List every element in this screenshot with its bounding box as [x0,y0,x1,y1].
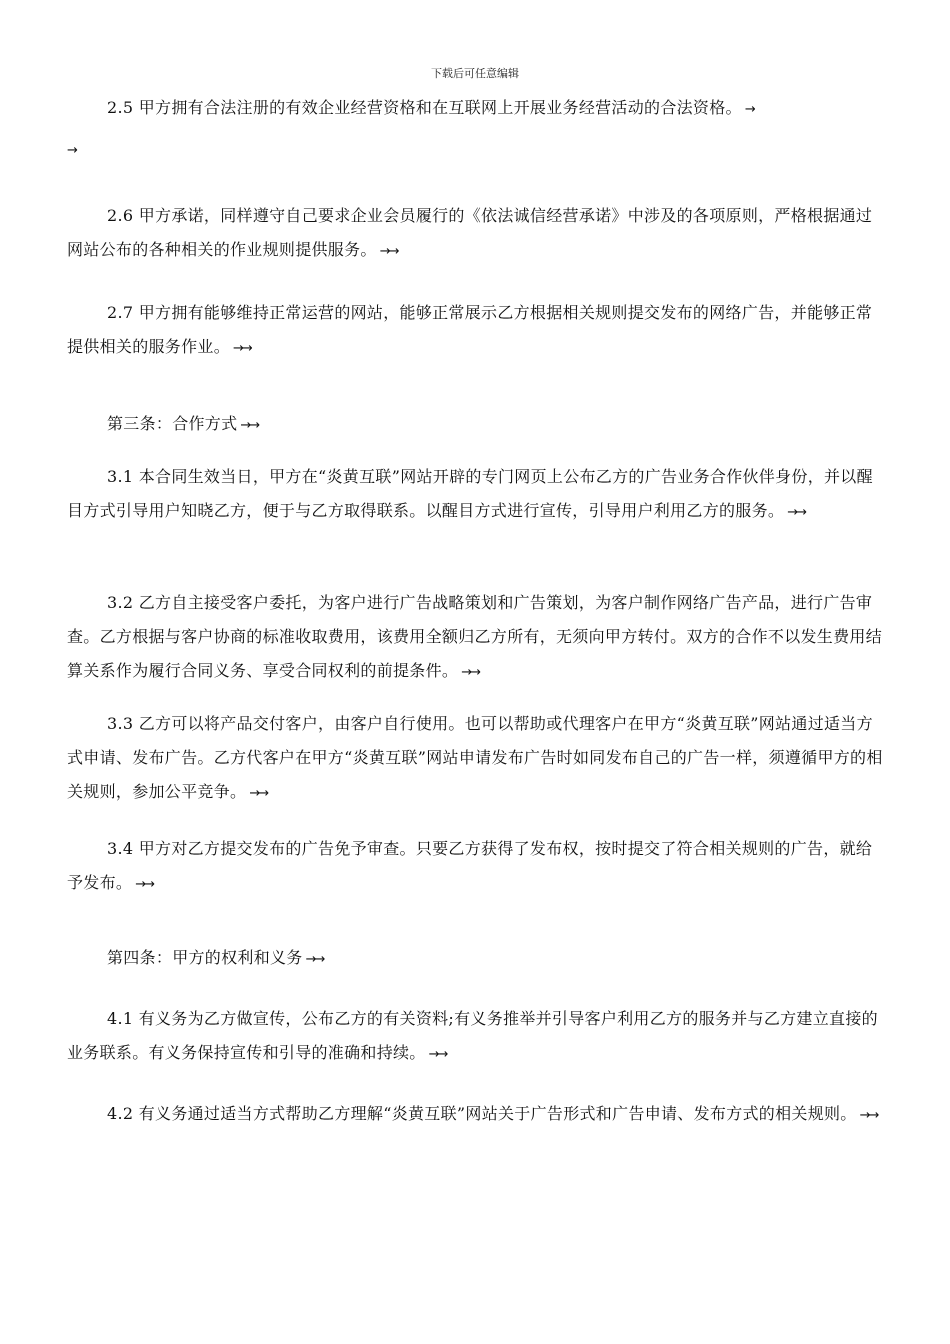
clause-text: 4.2 有义务通过适当方式帮助乙方理解“炎黄互联”网站关于广告形式和广告申请、发布方式的相关规则。 [107,1104,857,1123]
clause-4-2 [67,1097,887,1133]
clause-4-1 [67,1002,887,1072]
paragraph-mark-icon: →→ [379,244,398,259]
paragraph-mark-icon: →→ [428,1047,447,1062]
paragraph-mark-icon: →→ [461,665,479,680]
paragraph-mark-icon: →→ [305,952,324,967]
paragraph-mark-icon: → [744,102,754,117]
clause-text: 4.1 有义务为乙方做宣传，公布乙方的有关资料;有义务推举并引导客户利用乙方的服务并与乙方建立直接的业务联系。有义务保持宣传和引导的准确和持续。 [67,1009,878,1062]
section-title: 第四条：甲方的权利和义务 [107,948,303,967]
section-3-heading [67,407,887,443]
clause-3-1 [67,460,887,530]
paragraph-mark-icon: →→ [859,1108,878,1123]
section-4-heading [67,941,887,977]
clause-text: 2.7 甲方拥有能够维持正常运营的网站，能够正常展示乙方根据相关规则提交发布的网络广告，并能够正常提供相关的服务作业。 [67,303,873,356]
clause-2-7 [67,296,887,366]
section-title: 第三条：合作方式 [107,414,238,433]
clause-text: 3.3 乙方可以将产品交付客户，由客户自行使用。也可以帮助或代理客户在甲方“炎黄互联”网站通过适当方式申请、发布广告。乙方代客户在甲方“炎黄互联”网站申请发布广告时如同发布自己的广告一样，须遵循甲方的相关规则，参加公平竞争。 [67,714,883,801]
paragraph-mark-icon: →→ [233,341,251,356]
clause-text: 3.4 甲方对乙方提交发布的广告免予审查。只要乙方获得了发布权，按时提交了符合相关规则的广告，就给予发布。 [67,839,873,892]
clause-2-6 [67,199,887,269]
clause-3-4 [67,832,887,902]
clause-text: 2.6 甲方承诺，同样遵守自己要求企业会员履行的《依法诚信经营承诺》中涉及的各项原则，严格根据通过网站公布的各种相关的作业规则提供服务。 [67,206,873,259]
clause-text: 3.1 本合同生效当日，甲方在“炎黄互联”网站开辟的专门网页上公布乙方的广告业务合作伙伴身份，并以醒目方式引导用户知晓乙方，便于与乙方取得联系。以醒目方式进行宣传，引导用户利用乙方的服务。 [67,467,873,520]
clause-text: 2.5 甲方拥有合法注册的有效企业经营资格和在互联网上开展业务经营活动的合法资格。 [107,98,742,117]
paragraph-mark-icon: →→ [249,786,268,801]
paragraph-mark-icon: →→ [135,877,153,892]
paragraph-mark-icon: →→ [787,505,805,520]
clause-3-2 [67,586,887,690]
paragraph-mark-icon: →→ [240,418,259,433]
clause-2-5 [67,91,887,127]
page-header: 下载后可任意编辑 [431,67,519,80]
paragraph-mark-icon: → [67,143,78,158]
clause-text: 3.2 乙方自主接受客户委托，为客户进行广告战略策划和广告策划，为客户制作网络广告产品，进行广告审查。乙方根据与客户协商的标准收取费用，该费用全额归乙方所有，无须向甲方转付。双方的合作不以发生费用结算关系作为履行合同义务、享受合同权利的前提条件。 [67,593,883,680]
clause-3-3 [67,707,887,811]
